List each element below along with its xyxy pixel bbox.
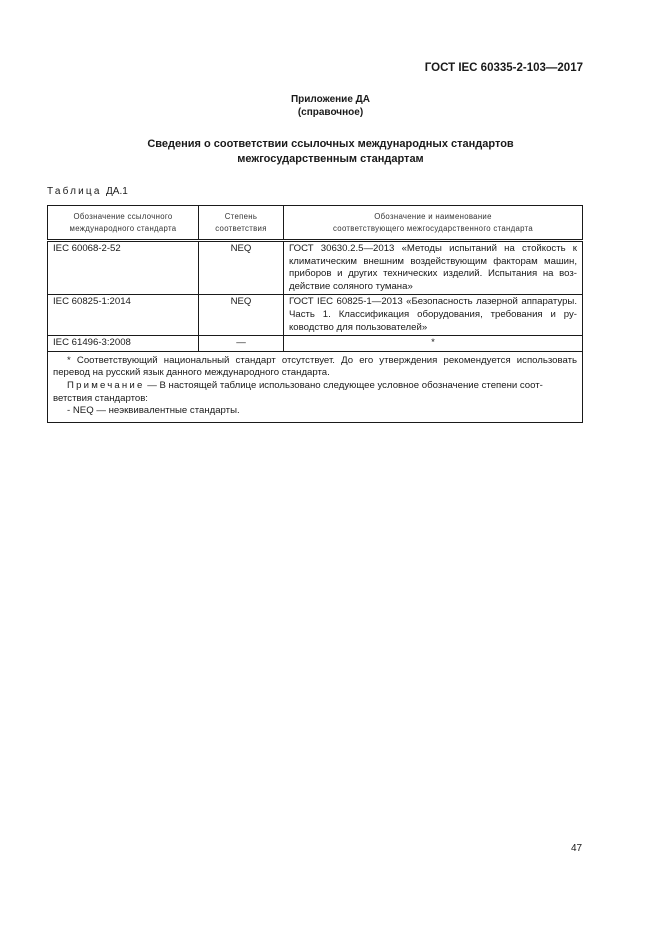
section-title-line2: межгосударственным стандартам bbox=[237, 153, 424, 165]
correspondence-table bbox=[47, 205, 583, 423]
table-row bbox=[48, 336, 583, 352]
cell-degree: NEQ bbox=[199, 241, 284, 295]
section-title bbox=[0, 137, 661, 167]
table-label bbox=[47, 186, 128, 197]
table-label-word: Таблица bbox=[47, 186, 102, 197]
cell-standard: * bbox=[284, 336, 583, 352]
cell-standard: ГОСТ 30630.2.5—2013 «Методы испытаний на стойкость к климатическим внешним воздействующим факторам машин, приборов и других технических изделий. Испытания на воздействие соляного тумана» bbox=[284, 241, 583, 295]
cell-degree: NEQ bbox=[199, 295, 284, 336]
table-label-id: ДА.1 bbox=[106, 186, 128, 197]
column-header-standard: Обозначение и наименование соответствующего межгосударственного стандарта bbox=[284, 206, 583, 241]
cell-reference: IEC 61496-3:2008 bbox=[48, 336, 199, 352]
section-title-line1: Сведения о соответствии ссылочных международных стандартов bbox=[147, 138, 514, 150]
cell-degree: — bbox=[199, 336, 284, 352]
footnote: * Соответствующий национальный стандарт отсутствует. До его утверждения рекомендуется использовать перевод на русский язык данного международного стандарта. bbox=[53, 354, 577, 379]
appendix-heading bbox=[0, 93, 661, 119]
note bbox=[53, 380, 577, 405]
note-text: — В настоящей таблице использовано следующее условное обозначение степени соответствия стандартов: bbox=[53, 379, 543, 404]
appendix-title: Приложение ДА bbox=[290, 94, 371, 105]
table-footer bbox=[48, 351, 583, 422]
note-label: Примечание bbox=[67, 379, 145, 391]
table-header-row bbox=[48, 206, 583, 241]
page-number: 47 bbox=[571, 843, 583, 854]
table-row bbox=[48, 241, 583, 295]
appendix-subtitle: (справочное) bbox=[297, 107, 364, 118]
cell-standard: ГОСТ IEC 60825-1—2013 «Безопасность лазерной аппаратуры. Часть 1. Классификация оборудования, требования и руководство для пользователей» bbox=[284, 295, 583, 336]
column-header-reference: Обозначение ссылочного международного стандарта bbox=[48, 206, 199, 241]
cell-reference: IEC 60825-1:2014 bbox=[48, 295, 199, 336]
note-item: - NEQ — неэквивалентные стандарты. bbox=[67, 405, 240, 417]
document-code: ГОСТ IEC 60335-2-103—2017 bbox=[424, 62, 583, 74]
table-row bbox=[48, 295, 583, 336]
column-header-degree: Степень соответствия bbox=[199, 206, 284, 241]
cell-reference: IEC 60068-2-52 bbox=[48, 241, 199, 295]
table-footer-row bbox=[48, 351, 583, 422]
